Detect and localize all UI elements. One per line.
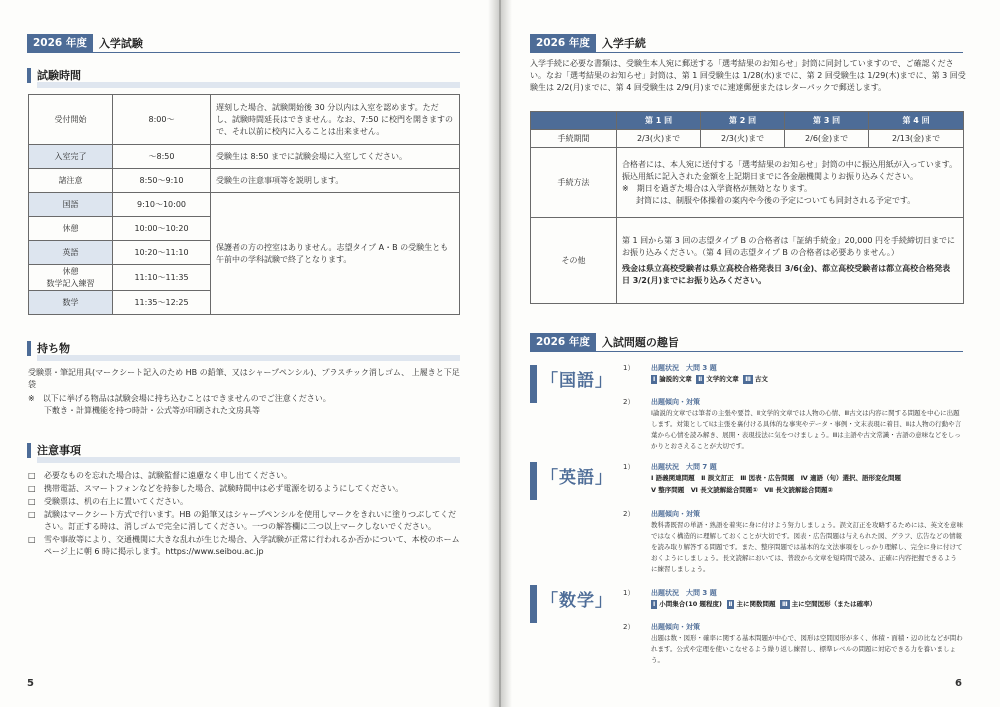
column-header: 第 2 回	[701, 112, 785, 130]
subheading-underline	[37, 82, 460, 88]
status-label: 出題状況 大問 7 題	[651, 463, 717, 471]
right-page	[503, 0, 1000, 707]
procedure-intro: 入学手続に必要な書類は、受験生本人宛に郵送する「選考結果のお知らせ」封筒に同封していますので、ご確認ください。なお「選考結果のお知らせ」封筒は、第 1 回受験生は 1/28(水)までに、第 2 回受験生は 1/29(木)までに、第 3 回受験生は 2/2(月)までに、第 4 回受験生は 2/9(月)までに速達郵便またはレターパックで郵送します。	[530, 59, 966, 92]
tag-text: 古文	[754, 375, 768, 383]
trend-label: 出題傾向・対策	[651, 398, 700, 406]
method-cell	[617, 148, 964, 218]
table-row	[29, 169, 460, 193]
list-item	[28, 509, 462, 533]
belongings-prohibited: 下敷き・計算機能を持つ時計・公式等が印刷された文房具等	[44, 406, 260, 415]
notice-text: 携帯電話、スマートフォンなどを持参した場合、試験時間中は必ず電源を切るようにしてください。	[44, 484, 404, 493]
section-title: 入試問題の趣旨	[601, 336, 679, 349]
period-cell: 2/6(金)まで	[785, 130, 869, 148]
method-line: ※ 期日を過ぎた場合は入学資格が無効となります。	[622, 183, 813, 193]
cell-time: 10:20～11:10	[113, 241, 211, 265]
left-page	[0, 0, 497, 707]
cell-label: 休憩	[29, 217, 113, 241]
section-header-exam-intent	[530, 333, 679, 351]
list-item	[28, 483, 462, 495]
cell-label: 国語	[29, 193, 113, 217]
section-title: 入学試験	[98, 37, 143, 50]
trend-text: 出題は数・図形・確率に関する基本問題が中心で、図形は空間図形が多く、体積・面積・辺の比などが問われます。公式や定理を使いこなせるよう繰り返し練習し、標準レベルの問題に対応できる力を養いましょう。	[651, 634, 963, 664]
belongings-warning: ※ 以下に挙げる物品は試験会場に持ち込むことはできませんのでご注意ください。	[28, 394, 331, 403]
item-number: 2）	[623, 398, 635, 406]
column-header: 第 1 回	[617, 112, 701, 130]
subject-name: 「英語」	[541, 468, 613, 488]
status-label: 出題状況 大問 3 題	[651, 364, 717, 372]
cell-label: 英語	[29, 241, 113, 265]
subject-math	[541, 586, 613, 611]
column-header: 第 4 回	[869, 112, 964, 130]
method-line: 封筒には、制服や体操着の案内や今後の予定についても同封される予定です。	[636, 195, 916, 205]
cell-label: 数学	[29, 291, 113, 315]
checkbox-icon	[28, 509, 36, 533]
table-row	[29, 95, 460, 145]
cell-time: 10:00～10:20	[113, 217, 211, 241]
subject-name: 「国語」	[541, 371, 613, 391]
tag-icon: Ⅰ	[653, 601, 656, 608]
period-cell: 2/3(火)まで	[701, 130, 785, 148]
cell-label: 受付開始	[29, 95, 113, 145]
cell-time: 11:35～12:25	[113, 291, 211, 315]
item-number: 1）	[623, 364, 635, 372]
subheading-underline	[37, 457, 460, 463]
table-row	[29, 145, 460, 169]
notice-text: 試験はマークシート方式で行います。HB の鉛筆又はシャープペンシルを使用しマークをきれいに塗りつぶしてください。訂正する時は、消しゴムで完全に消してください。一つの解答欄に二つ以上マークしないでください。	[44, 510, 457, 531]
tag-icon: Ⅰ	[653, 376, 656, 383]
section-badge: 2026 年度	[530, 34, 596, 52]
section-rule	[530, 351, 963, 352]
page-number: 5	[27, 678, 34, 689]
subheading-underline	[37, 355, 460, 361]
status-line: Ⅰ 語義関連問題 Ⅱ 誤文訂正 Ⅲ 図表・広告問題 Ⅳ 適語（句）選択、語形変化問題	[651, 474, 902, 482]
item-number: 1）	[623, 589, 635, 597]
table-header-row	[531, 112, 964, 130]
period-cell: 2/13(金)まで	[869, 130, 964, 148]
item-number: 1）	[623, 463, 635, 471]
table-row	[531, 148, 964, 218]
cell-note: 遅刻した場合、試験開始後 30 分以内は入室を認めます。ただし、試験時間延長はできません。なお、7:50 に校門を開きますので、それ以前に校内に入ることは出来ません。	[211, 95, 460, 145]
item-number: 2）	[623, 510, 635, 518]
checkbox-icon	[28, 483, 36, 495]
cell-time: ～8:50	[113, 145, 211, 169]
notice-text: 受験票は、机の右上に置いてください。	[44, 497, 188, 506]
item-number: 2）	[623, 623, 635, 631]
trend-text: Ⅰ論説的文章では筆者の主張や要旨、Ⅱ文学的文章では人物の心情、Ⅲ古文は内容に関する問題を中心に出題します。対策としてⅠは主張を裏付ける具体的な事実やデータ・事例・文末表現に着目、Ⅱは人物の行動や言葉から心情を読み解き、展開・表現技法に気をつけましょう。Ⅲは主語や古文常識・古語の意味などをしっかりとおさえることが大切です。	[651, 409, 962, 450]
status-tags	[651, 374, 768, 385]
list-item	[28, 470, 462, 482]
subject-bar	[530, 462, 537, 500]
subject-japanese	[541, 366, 613, 391]
checkbox-icon	[28, 534, 36, 558]
section-title: 入学手続	[601, 37, 646, 50]
row-label: その他	[531, 218, 617, 304]
cell-time: 9:10～10:00	[113, 193, 211, 217]
cell-label: 入室完了	[29, 145, 113, 169]
subject-bar	[530, 365, 537, 403]
notice-list	[28, 470, 462, 559]
subheading-belongings	[27, 340, 70, 356]
subheading-bar	[27, 68, 31, 83]
tag-text: 文学的文章	[706, 375, 739, 383]
page-number: 6	[955, 678, 962, 689]
section-badge: 2026 年度	[530, 333, 596, 351]
subject-bar	[530, 585, 537, 623]
status-tags	[651, 599, 876, 610]
table-row	[531, 130, 964, 148]
section-header-procedure	[530, 34, 646, 52]
section-badge: 2026 年度	[27, 34, 93, 52]
column-header: 第 3 回	[785, 112, 869, 130]
subheading-title: 注意事項	[37, 444, 81, 457]
method-line: 合格者には、本人宛に送付する「選考結果のお知らせ」封筒の中に振込用紙が入っています。振込用紙に記入された金額を上記期日までに各金融機関よりお振り込みください。	[622, 159, 958, 181]
trend-text: 教科書既習の単語・熟語を着実に身に付けよう努力しましょう。誤文訂正を攻略するためには、英文を意味ではなく構造的に理解しておくことが大切です。図表・広告問題は与えられた図、グラフ、広告などの情報を読み取り解答する問題です。また、整序問題では基本的な文法事項をしっかり理解し、完全に身に付けておくようにしましょう。長文読解においては、普段から文章を短時間で読み、正確に内容把握できるように練習しましょう。	[651, 521, 963, 573]
table-row	[29, 193, 460, 217]
checkbox-icon	[28, 470, 36, 482]
tag-icon: Ⅲ	[782, 601, 788, 608]
cell-time: 8:00～	[113, 95, 211, 145]
checkbox-icon	[28, 496, 36, 508]
section-header-entrance-exam	[27, 34, 143, 52]
trend-label: 出題傾向・対策	[651, 510, 700, 518]
belongings-text: 受験票・筆記用具(マークシート記入のため HB の鉛筆、又はシャープペンシル)、プラスチック消しゴム、 上履きと下足袋	[28, 368, 460, 389]
section-rule	[27, 52, 460, 53]
subject-name: 「数学」	[541, 591, 613, 611]
table-row	[531, 218, 964, 304]
cell-note: 受験生の注意事項等を説明します。	[211, 169, 460, 193]
row-label: 手続方法	[531, 148, 617, 218]
other-line: 第 1 回から第 3 回の志望タイプ B の合格者は「証納手続金」20,000 円を手続締切日までにお振り込みください。（第 4 回の志望タイプ B の合格者は必要ありません。）	[622, 235, 956, 257]
tag-icon: Ⅱ	[698, 376, 703, 383]
cell-label: 休憩 数学記入練習	[29, 265, 113, 291]
cell-merged-note: 保護者の方の控室はありません。志望タイプ A・B の受験生とも午前中の学科試験で終了となります。	[211, 193, 460, 315]
trend-label: 出題傾向・対策	[651, 623, 700, 631]
other-line-bold: 残金は県立高校受験者は県立高校合格発表日 3/6(金)、都立高校受験者は都立高校合格発表日 3/2(月)までにお振り込みください。	[622, 263, 951, 285]
tag-icon: Ⅲ	[745, 376, 751, 383]
tag-text: 論説的文章	[659, 375, 692, 383]
cell-time: 8:50～9:10	[113, 169, 211, 193]
cell-note: 受験生は 8:50 までに試験会場に入室してください。	[211, 145, 460, 169]
list-item	[28, 496, 462, 508]
subheading-title: 持ち物	[37, 342, 70, 355]
status-line: Ⅴ 整序問題 Ⅵ 長文読解総合問題① Ⅶ 長文読解総合問題②	[651, 486, 833, 494]
period-cell: 2/3(火)まで	[617, 130, 701, 148]
subheading-bar	[27, 341, 31, 356]
header-corner	[531, 112, 617, 130]
row-label: 手続期間	[531, 130, 617, 148]
subheading-bar	[27, 443, 31, 458]
subheading-title: 試験時間	[37, 69, 81, 82]
list-item	[28, 534, 462, 558]
book-gutter	[488, 0, 512, 707]
subheading-schedule	[27, 67, 81, 83]
procedure-table	[530, 111, 964, 304]
status-label: 出題状況 大問 3 題	[651, 589, 717, 597]
schedule-table	[28, 94, 460, 315]
section-rule	[530, 52, 963, 53]
notice-text: 雪や事故等により、交通機関に大きな乱れが生じた場合、入学試験が正常に行われるか否かについて、本校のホームページ上に朝 6 時に掲示します。https://www.seibou.ac.jp	[44, 535, 460, 556]
tag-text: 小問集合(10 題程度)	[659, 600, 722, 608]
cell-label: 諸注意	[29, 169, 113, 193]
tag-text: 主に関数問題	[736, 600, 776, 608]
other-cell	[617, 218, 964, 304]
notice-text: 必要なものを忘れた場合は、試験監督に遠慮なく申し出てください。	[44, 471, 292, 480]
subject-english	[541, 463, 613, 488]
subheading-notices	[27, 442, 81, 458]
tag-text: 主に空間図形（または確率）	[791, 600, 877, 608]
tag-icon: Ⅱ	[728, 601, 733, 608]
cell-time: 11:10～11:35	[113, 265, 211, 291]
